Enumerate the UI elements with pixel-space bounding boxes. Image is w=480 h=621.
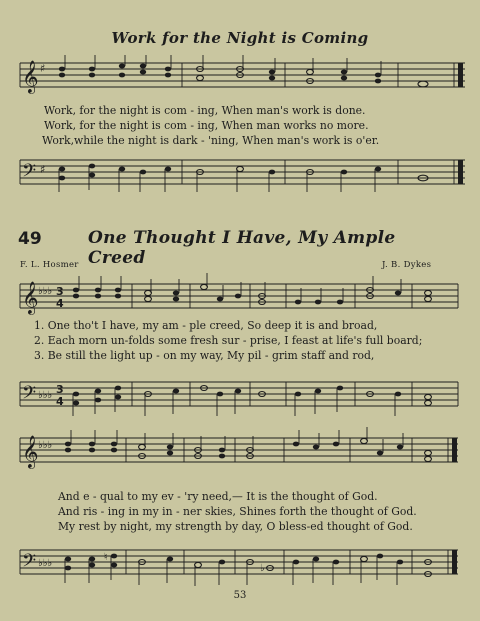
- svg-text:♯: ♯: [40, 62, 46, 75]
- hymn-title: One Thought I Have, My Ample Creed: [88, 228, 396, 268]
- music-credit: J. B. Dykes: [382, 260, 432, 270]
- svg-text:𝄞: 𝄞: [22, 281, 39, 314]
- verse-1-lyric-part-1: 1. One tho't I have, my am - ple creed, So deep it is and broad,: [34, 319, 378, 332]
- svg-text:𝄞: 𝄞: [22, 435, 39, 468]
- svg-text:3: 3: [56, 383, 64, 396]
- system2-treble-staff: [0, 426, 480, 470]
- svg-text:4: 4: [56, 395, 64, 408]
- top-lyric-line-1: Work, for the night is com - ing, When man's work is done.: [44, 104, 366, 117]
- top-hymn-title: Work for the Night is Coming: [111, 29, 369, 47]
- svg-text:♭♭♭: ♭♭♭: [38, 440, 53, 451]
- system2-bass-staff: [0, 538, 480, 588]
- system1-bass-staff: [0, 368, 480, 418]
- svg-text:𝄢: 𝄢: [22, 551, 37, 576]
- svg-text:♭♭♭: ♭♭♭: [38, 286, 53, 297]
- verse-3-lyric-part-2: My rest by night, my strength by day, O bless-ed thought of God.: [58, 520, 413, 533]
- verse-3-lyric-part-1: 3. Be still the light up - on my way, My pil - grim staff and rod,: [34, 349, 375, 362]
- system1-treble-staff: [0, 272, 480, 316]
- svg-text:𝄢: 𝄢: [22, 161, 37, 186]
- svg-text:♭♭♭: ♭♭♭: [38, 558, 53, 569]
- top-lyric-line-3: Work,while the night is dark - 'ning, When man's work is o'er.: [42, 134, 380, 147]
- svg-text:♭♭♭: ♭♭♭: [38, 390, 53, 401]
- top-treble-staff: [0, 55, 480, 95]
- svg-text:♮: ♮: [104, 552, 108, 563]
- verse-2-lyric-part-2: And ris - ing in my in - ner skies, Shines forth the thought of God.: [58, 505, 417, 518]
- top-lyric-line-2: Work, for the night is com - ing, When man works no more.: [44, 119, 369, 132]
- top-bass-staff: [0, 150, 480, 194]
- svg-text:♯: ♯: [40, 163, 46, 176]
- svg-text:𝄞: 𝄞: [22, 60, 39, 93]
- verse-1-lyric-part-2: And e - qual to my ev - 'ry need,— It is the thought of God.: [58, 490, 378, 503]
- hymn-number: 49: [18, 229, 42, 249]
- svg-text:3: 3: [56, 285, 64, 298]
- verse-2-lyric-part-1: 2. Each morn un-folds some fresh sur - prise, I feast at life's full board;: [34, 334, 423, 347]
- page-number: 53: [233, 590, 247, 601]
- svg-text:♭: ♭: [260, 563, 265, 574]
- words-credit: F. L. Hosmer: [20, 260, 79, 270]
- svg-text:𝄢: 𝄢: [22, 383, 37, 408]
- svg-text:4: 4: [56, 297, 64, 310]
